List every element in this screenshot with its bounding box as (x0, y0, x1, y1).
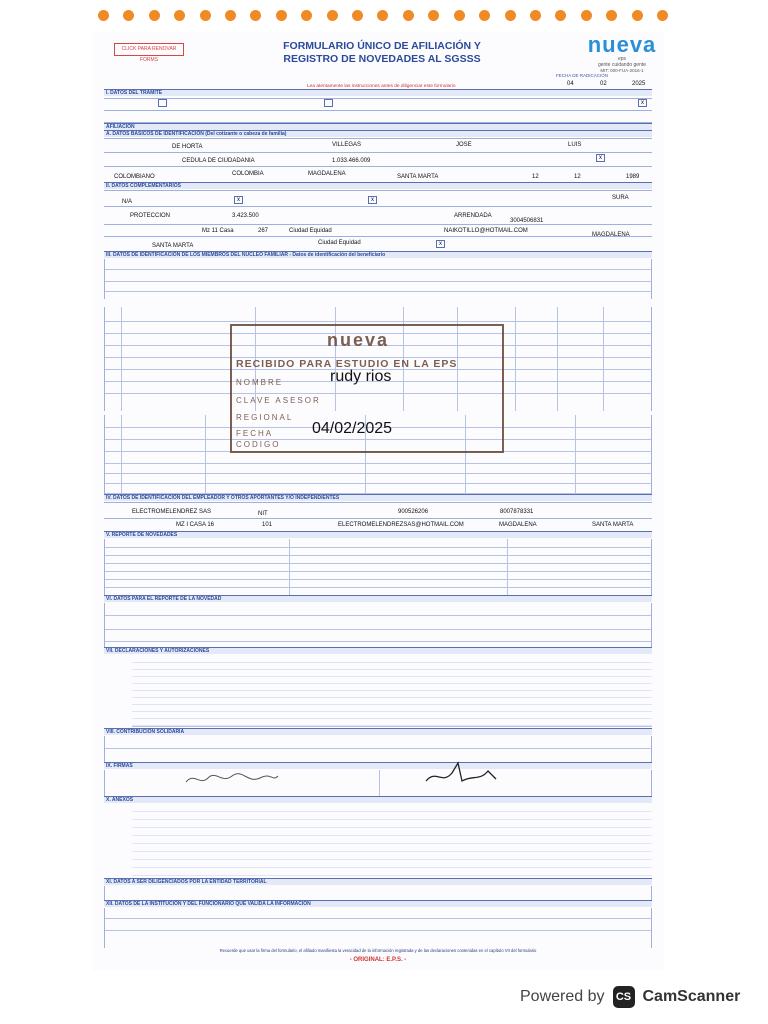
email-value: NAIKOTILLO@HOTMAIL.COM (444, 228, 528, 234)
rule (121, 307, 122, 411)
segundo-nombre-value: LUIS (568, 142, 582, 148)
rule (104, 224, 652, 225)
rule (105, 555, 651, 556)
original-eps-label: - ORIGINAL: E.P.S. - (349, 957, 407, 963)
section-nucleo-familiar: III. DATOS DE IDENTIFICACIÓN DE LOS MIEMBROS DEL NÚCLEO FAMILIAR - Datos de identificación del beneficiario (104, 251, 652, 258)
institucion-table (104, 908, 652, 948)
dot (403, 10, 414, 21)
dot (479, 10, 490, 21)
section-contribucion: VIII. CONTRIBUCIÓN SOLIDARIA (104, 728, 652, 735)
dot (327, 10, 338, 21)
checkbox-extranjero-no[interactable]: x (368, 196, 377, 204)
dot (149, 10, 160, 21)
dot (428, 10, 439, 21)
form-title-line2: REGISTRO DE NOVEDADES AL SGSSS (283, 53, 481, 65)
logo-tagline: gente cuidando gente (597, 62, 647, 68)
checkbox-zona-urbana[interactable]: x (436, 240, 445, 248)
rule (603, 307, 604, 411)
employer-signature (422, 759, 502, 789)
nacionalidad-value: COLOMBIANO (114, 174, 155, 180)
anio-nacimiento-value: 1989 (626, 174, 640, 180)
checkbox-discapacidad-no[interactable]: x (234, 196, 243, 204)
footer-note: Recuerde que usar la firma del formulario, el afiliado manifiesta la veracidad de la información registrada y de las declaraciones contenidas en el capítulo VII del formulario (219, 948, 537, 953)
stamp-received-text: RECIBIDO PARA ESTUDIO EN LA EPS (236, 358, 458, 370)
section-novedades: V. REPORTE DE NOVEDADES (104, 531, 652, 538)
dot (555, 10, 566, 21)
rule (104, 190, 652, 191)
affiliation-form-page (92, 32, 664, 970)
departamento-residencia-value: MAGDALENA (592, 232, 630, 238)
dot (301, 10, 312, 21)
stamp-clave-label: CLAVE ASESOR (236, 396, 321, 405)
camscanner-icon: CS (613, 986, 635, 1008)
rule (105, 483, 651, 484)
rule (105, 563, 651, 564)
dot (377, 10, 388, 21)
section-firmas: IX. FIRMAS (104, 762, 652, 769)
section-reporte-novedad: VI. DATOS PARA EL REPORTE DE LA NOVEDAD (104, 595, 652, 602)
handwritten-date: 04/02/2025 (312, 420, 393, 437)
dot (606, 10, 617, 21)
dot (123, 10, 134, 21)
rule (557, 307, 558, 411)
direccion-value: Mz 11 Casa (202, 228, 234, 234)
stamp-logo: nueva (327, 330, 390, 350)
arl-value: PROTECCION (130, 213, 171, 219)
afp-value: SURA (612, 195, 629, 201)
dia-nacimiento-value: 12 (532, 174, 539, 180)
rule (104, 110, 652, 111)
section-afiliacion: AFILIACIÓN (104, 123, 652, 130)
stamp-nombre-label: NOMBRE (236, 378, 284, 387)
rule (105, 281, 651, 282)
rule (104, 152, 652, 153)
empleador-departamento: MAGDALENA (499, 522, 537, 528)
empleador-telefono: 101 (262, 522, 273, 528)
empleador-direccion: MZ I CASA 16 (176, 522, 215, 528)
affiliate-signature (182, 770, 282, 790)
radicacion-label: FECHA DE RADICACIÓN (556, 73, 609, 78)
rule (105, 587, 651, 588)
dot (581, 10, 592, 21)
rule (575, 415, 576, 497)
empleador-tipo-doc: NIT (258, 511, 268, 517)
departamento-value: MAGDALENA (308, 171, 346, 177)
novedades-table (104, 539, 652, 595)
ibc-value: 3.423.500 (232, 213, 259, 219)
rule (105, 269, 651, 270)
rule (104, 166, 652, 167)
dot (530, 10, 541, 21)
radicacion-year: 2025 (632, 81, 646, 87)
rule (105, 571, 651, 572)
checkbox-afiliacion[interactable] (158, 99, 167, 107)
powered-by-text: Powered by (520, 988, 605, 1005)
rule (104, 236, 652, 237)
section-institucion: XII. DATOS DE LA INSTITUCIÓN Y DEL FUNCIONARIO QUE VALIDA LA INFORMACIÓN (104, 900, 652, 907)
eps-anterior-value: N/A (122, 199, 133, 205)
section-empleador: IV. DATOS DE IDENTIFICACIÓN DEL EMPLEADOR Y OTROS APORTANTES Y/O INDEPENDIENTES (104, 494, 652, 501)
rule (105, 473, 651, 474)
rule (105, 463, 651, 464)
rule (105, 579, 651, 580)
rule (105, 615, 651, 616)
form-title (262, 40, 502, 66)
localidad-value: Ciudad Equidad (318, 240, 361, 246)
logo-wordmark: nueva (587, 32, 657, 57)
dot (632, 10, 643, 21)
rule (507, 539, 508, 595)
beneficiario-1-grid (104, 259, 652, 299)
rule (105, 930, 651, 931)
municipio-value: SANTA MARTA (397, 174, 439, 180)
empleador-municipio: SANTA MARTA (592, 522, 634, 528)
rule (105, 629, 651, 630)
segundo-apellido-value: VILLEGAS (332, 142, 362, 148)
dot (98, 10, 109, 21)
mes-nacimiento-value: 12 (574, 174, 581, 180)
dot (225, 10, 236, 21)
handwritten-name: rudy rios (330, 368, 392, 385)
rule (105, 321, 651, 322)
anexos-lines (132, 804, 652, 876)
logo-subtitle: eps (617, 56, 627, 62)
rule (105, 641, 651, 642)
section-anexos: X. ANEXOS (104, 796, 652, 803)
rule (105, 291, 651, 292)
rule (104, 138, 652, 139)
dot (174, 10, 185, 21)
stamp-regional-label: REGIONAL (236, 413, 294, 422)
empleador-digito: 8007878331 (500, 509, 534, 515)
rule (205, 415, 206, 497)
telefono-value: 3004506831 (510, 218, 544, 224)
rule (105, 547, 651, 548)
rule (105, 748, 651, 749)
nueva-eps-logo (580, 34, 664, 73)
camscanner-watermark (520, 983, 740, 1011)
pais-value: COLOMBIA (232, 171, 264, 177)
section-entidad-territorial: XI. DATOS A SER DILIGENCIADOS POR LA ENTIDAD TERRITORIAL (104, 878, 652, 885)
rule (104, 98, 652, 99)
section-declaraciones: VII. DECLARACIONES Y AUTORIZACIONES (104, 647, 652, 654)
ocupacion-value: ARRENDADA (454, 213, 492, 219)
instructions-warning: Lea atentamente las instrucciones antes de diligenciar este formulario (307, 84, 456, 89)
barrio-value: Ciudad Equidad (289, 228, 332, 234)
rule (379, 770, 380, 796)
dot (657, 10, 668, 21)
rule (104, 518, 652, 519)
checkbox-regimen-cotizante[interactable] (324, 99, 333, 107)
rule (289, 539, 290, 595)
dot (454, 10, 465, 21)
empleador-numero-doc: 900526206 (398, 509, 429, 515)
rule (515, 307, 516, 411)
rule (104, 206, 652, 207)
primer-nombre-value: JOSE (456, 142, 472, 148)
radicacion-day: 04 (567, 81, 574, 87)
casa-numero-value: 267 (258, 228, 269, 234)
stamp-codigo-label: CODIGO (236, 440, 281, 449)
numero-documento-value: 1.033.466.009 (332, 158, 371, 164)
section-datos-complementarios: II. DATOS COMPLEMENTARIOS (104, 182, 652, 189)
rule (104, 502, 652, 503)
declaraciones-lines (132, 656, 652, 727)
contribucion-table (104, 736, 652, 762)
entidad-territorial-row (104, 886, 652, 900)
rule (121, 415, 122, 497)
camscanner-brand: CamScanner (642, 988, 741, 1005)
form-title-line1: FORMULARIO ÚNICO DE AFILIACIÓN Y (283, 40, 481, 52)
checkbox-regimen-contributivo[interactable]: x (638, 99, 647, 107)
section-datos-basicos: A. DATOS BÁSICOS DE IDENTIFICACIÓN (Del cotizante o cabeza de familia) (104, 130, 652, 137)
empleador-email: ELECTROMELENDREZSAS@HOTMAIL.COM (338, 522, 464, 528)
tipo-documento-value: CEDULA DE CIUDADANIA (182, 158, 255, 164)
renew-forms-stamp: CLICK PARA RENOVAR FORMS (114, 43, 184, 56)
dot (505, 10, 516, 21)
dot (276, 10, 287, 21)
reporte-novedad-table (104, 603, 652, 647)
dot (250, 10, 261, 21)
rule (105, 918, 651, 919)
logo-version: MIT: 000-FUA-2016-1 (600, 68, 644, 73)
top-hole-punch-dots (98, 10, 668, 26)
primer-apellido-value: DE HORTA (172, 144, 203, 150)
dot (200, 10, 211, 21)
section-tramite: I. DATOS DEL TRÁMITE (104, 89, 652, 96)
municipio-residencia-value: SANTA MARTA (152, 243, 194, 249)
radicacion-month: 02 (600, 81, 607, 87)
dot (352, 10, 363, 21)
checkbox-sexo-m[interactable]: x (596, 154, 605, 162)
stamp-fecha-label: FECHA (236, 429, 274, 438)
empleador-razon-social: ELECTROMELENDREZ SAS (132, 509, 212, 515)
